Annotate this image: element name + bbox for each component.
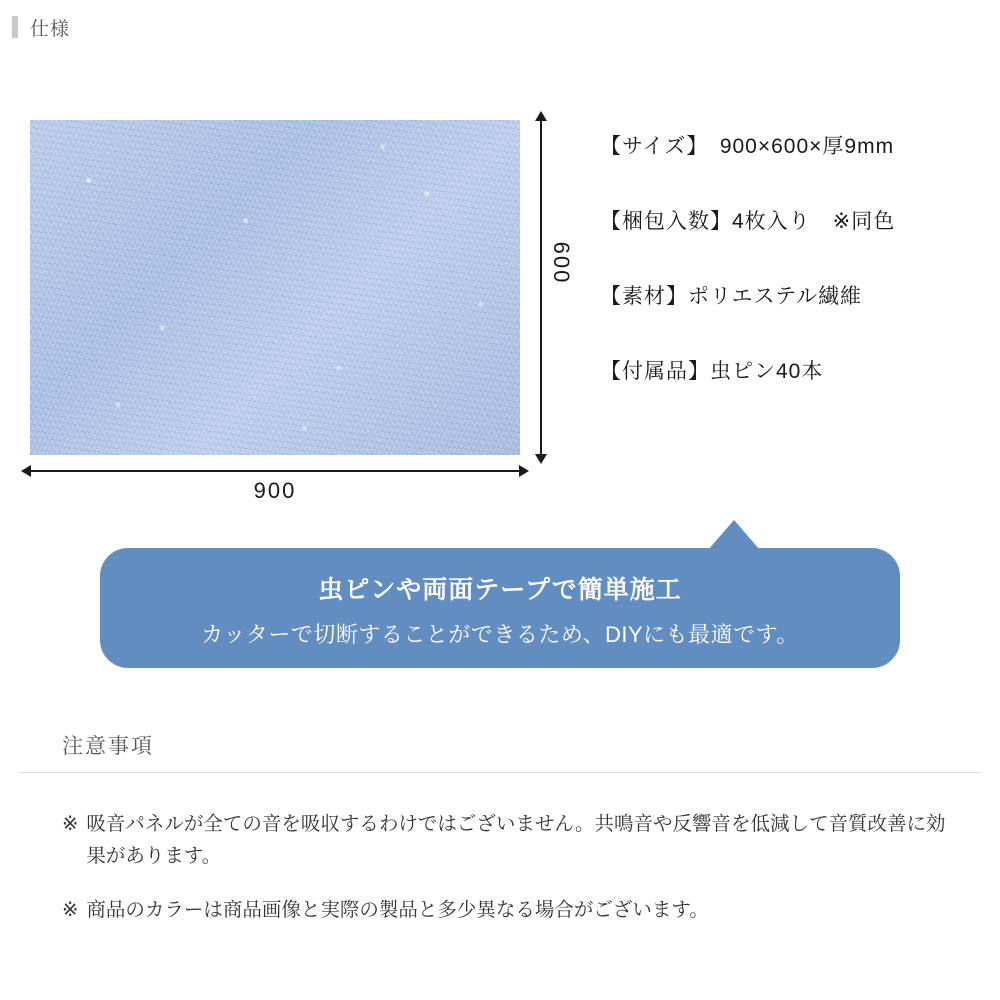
spec-item-size: 【サイズ】 900×600×厚9mm [600,135,895,158]
callout-arrow [708,520,760,550]
notes-title: 注意事項 [62,735,154,758]
dimension-arrow-vertical [540,120,542,455]
callout-subline: カッターで切断することができるため、DIYにも最適です。 [201,622,799,647]
spec-item-material: 【素材】ポリエステル繊維 [600,285,863,308]
spec-area [0,100,1000,520]
callout-headline: 虫ピンや両面テープで簡単施工 [318,576,682,604]
section-accent-bar [12,16,18,38]
dimension-label-height: 600 [549,241,574,285]
callout-balloon [100,548,900,668]
section-header [12,14,70,40]
spec-list [600,130,990,430]
spec-item-quantity: 【梱包入数】4枚入り ※同色 [600,210,896,233]
note-text: 商品のカラーは商品画像と実際の製品と多少異なる場合がございます。 [86,899,709,922]
dimension-label-width: 900 [253,478,297,503]
notes-divider [20,772,980,773]
section-title: 仕様 [30,18,71,40]
spec-item-accessories: 【付属品】虫ピン40本 [600,360,824,383]
note-text: 吸音パネルが全ての音を吸収するわけではございません。共鳴音や反響音を低減して音質改善に効果があります。 [86,813,946,868]
note-item [62,808,962,872]
note-item [62,894,962,926]
dimension-arrow-horizontal [30,470,520,472]
product-swatch-image [30,120,520,455]
notes-list [62,808,962,949]
note-mark-icon: ※ [62,813,79,835]
note-mark-icon: ※ [62,899,79,922]
